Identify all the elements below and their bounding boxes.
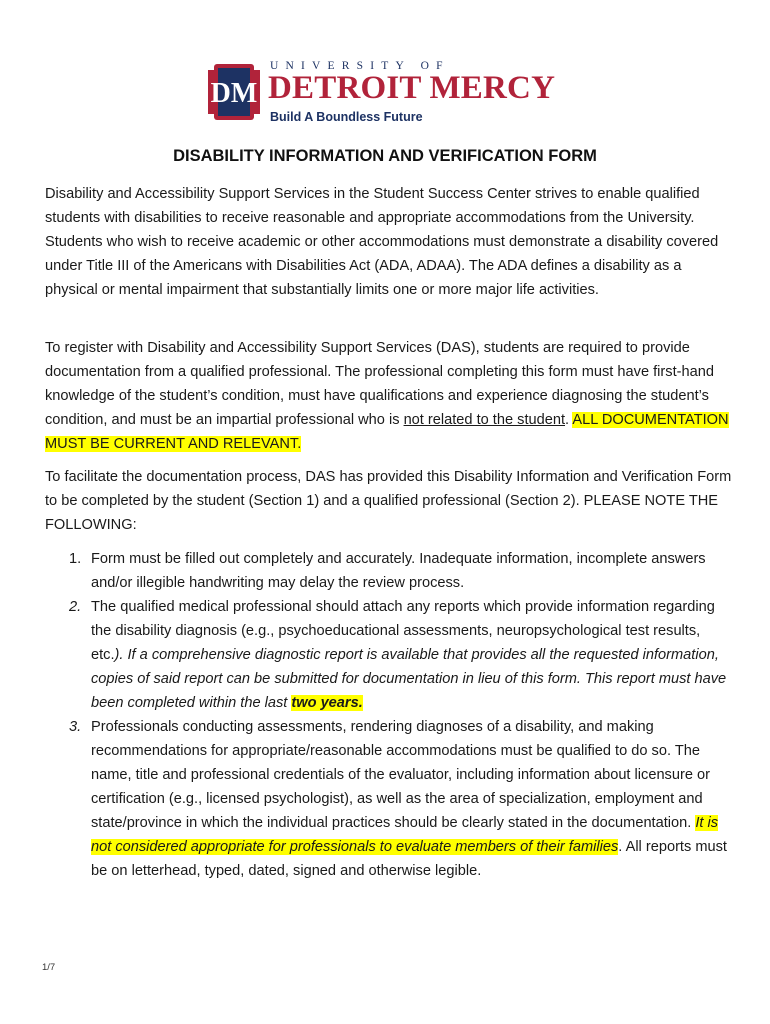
list-item-text: The qualified medical professional should attach any reports which provide information regarding the disability diagnosis (e.g., psychoeducational assessments, neuropsychological test results, etc. (91, 599, 715, 663)
list-item-text: Professionals conducting assessments, rendering diagnoses of a disability, and making recommendations for appropriate/reasonable accommodations must be qualified to do so. The name, title and professional credentials of the evaluator, including information about licensure or certification (e.g., licensed psychologist), as well as the area of specialization, employment and state/province in which the individual practices should be clearly stated in the documentation. (91, 719, 710, 831)
families-highlight: It is not considered appropriate for professionals to evaluate members of their families (91, 815, 719, 855)
list-item (45, 595, 735, 715)
page-number: 1/7 (42, 962, 56, 973)
logo-detroit-mercy: DETROIT MERCY (268, 70, 556, 106)
svg-text:DM: DM (210, 78, 258, 109)
list-item-italic: ). If a comprehensive diagnostic report is available that provides all the requested information, copies of said report can be submitted for documentation in lieu of this form. This report must have been completed within the last (91, 647, 727, 711)
two-years-highlight: two years. (291, 695, 363, 711)
list-item-number: 2. (69, 599, 82, 615)
list-item (45, 715, 735, 883)
logo-university-of: UNIVERSITY OF (270, 60, 450, 72)
facilitate-paragraph: To facilitate the documentation process, DAS has provided this Disability Information and Verification Form to be completed by the student (Section 1) and a qualified professional (Section 2). PLEASE NOTE THE FOLLOWING: (45, 469, 732, 533)
list-item-tail: . All reports must be on letterhead, typed, dated, signed and otherwise legible. (91, 839, 727, 879)
list-item (45, 547, 735, 595)
requirements-list (45, 547, 735, 883)
registration-text: To register with Disability and Accessibility Support Services (DAS), students are required to provide documentation from a qualified professional. The professional completing this form must have first-hand knowledge of the student’s condition, must have qualifications and experience diagnosing the student’s condition, and must be an impartial professional who is (45, 340, 714, 428)
intro-paragraph: Disability and Accessibility Support Services in the Student Success Center strives to enable qualified students with disabilities to receive reasonable and appropriate accommodations from the University. Students who wish to receive academic or other accommodations must demonstrate a disability covered under Title III of the Americans with Disabilities Act (ADA, ADAA). The ADA defines a disability as a physical or mental impairment that substantially limits one or more major life activities. (45, 186, 719, 298)
list-item-number: 1. (69, 551, 82, 567)
page-title: DISABILITY INFORMATION AND VERIFICATION FORM (173, 147, 597, 165)
registration-punct: . (565, 412, 573, 428)
university-logo (208, 60, 568, 126)
not-related-underline: not related to the student (403, 412, 566, 428)
registration-paragraph (45, 336, 735, 456)
logo-tagline: Build A Boundless Future (270, 110, 423, 124)
list-item-number: 3. (69, 719, 82, 735)
list-item-text: Form must be filled out completely and accurately. Inadequate information, incomplete answers and/or illegible handwriting may delay the review process. (91, 551, 706, 591)
documentation-current-highlight: ALL DOCUMENTATION MUST BE CURRENT AND RELEVANT. (45, 412, 729, 452)
dm-shield-icon (208, 62, 260, 122)
